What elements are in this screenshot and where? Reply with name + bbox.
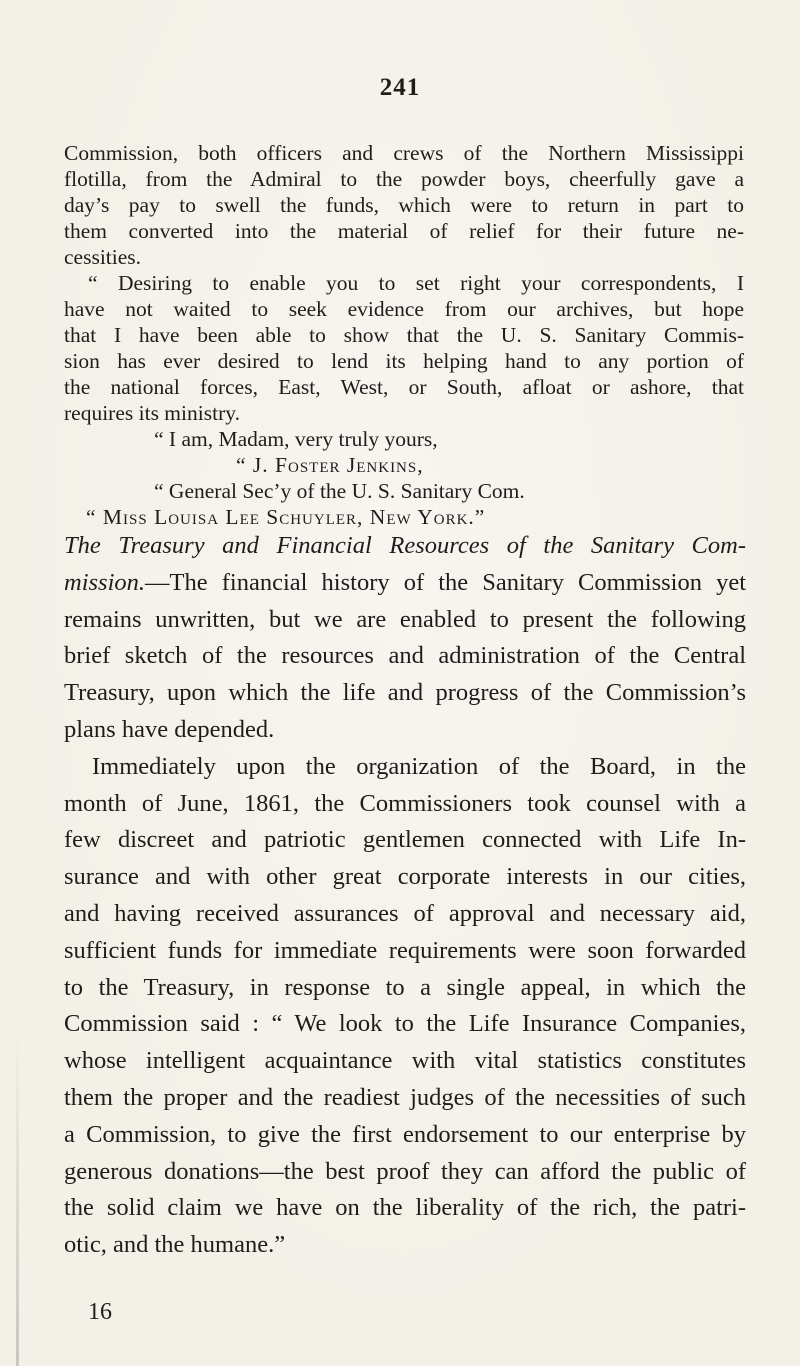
text-line: flotilla, from the Admiral to the powder boys, cheerfully gave a <box>64 167 744 191</box>
paragraph-start: —The financial history of the Sanitary Commission yet <box>145 568 746 596</box>
text-line: the solid claim we have on the liberality of the rich, the patri- <box>64 1194 746 1222</box>
letter-signer-title: “ General Sec’y of the U. S. Sanitary Com. <box>154 479 525 503</box>
text-line: surance and with other great corporate interests in our cities, <box>64 863 746 891</box>
text-line: them converted into the material of relief for their future ne- <box>64 219 744 243</box>
text-line: whose intelligent acquaintance with vital statistics constitutes <box>64 1047 746 1075</box>
text-line: to the Treasury, in response to a single appeal, in which the <box>64 973 746 1001</box>
letter-signer: “ J. Foster Jenkins, <box>236 453 424 477</box>
text-line: brief sketch of the resources and administration of the Central <box>64 642 746 670</box>
page-number: 241 <box>379 74 421 101</box>
letter-body <box>64 140 744 530</box>
text-line: sion has ever desired to lend its helping hand to any portion of <box>64 349 744 373</box>
text-line: month of June, 1861, the Commissioners took counsel with a <box>64 789 746 817</box>
text-line: few discreet and patriotic gentlemen connected with Life In- <box>64 826 746 854</box>
text-line: a Commission, to give the first endorsement to our enterprise by <box>64 1120 746 1148</box>
text-line: that I have been able to show that the U. S. Sanitary Commis- <box>64 323 744 347</box>
text-line: sufficient funds for immediate requirements were soon forwarded <box>64 936 746 964</box>
page-edge-shadow <box>16 1030 19 1366</box>
text-line: remains unwritten, but we are enabled to present the following <box>64 605 746 633</box>
text-line: the national forces, East, West, or South, afloat or ashore, that <box>64 375 744 399</box>
text-line: Commission said : “ We look to the Life Insurance Companies, <box>64 1010 746 1038</box>
text-line: generous donations—the best proof they can afford the public of <box>64 1157 746 1185</box>
text-line: requires its ministry. <box>64 401 240 425</box>
text-line: have not waited to seek evidence from our archives, but hope <box>64 297 744 321</box>
text-line: day’s pay to swell the funds, which were to return in part to <box>64 193 744 217</box>
section-heading: The Treasury and Financial Resources of the Sanitary Com- <box>64 532 746 559</box>
signature-mark: 16 <box>88 1299 112 1325</box>
text-line: Treasury, upon which the life and progress of the Commission’s <box>64 679 746 707</box>
text-line: them the proper and the readiest judges of the necessities of such <box>64 1083 746 1111</box>
text-line <box>64 565 746 602</box>
letter-addressee: “ Miss Louisa Lee Schuyler, New York.” <box>86 505 486 529</box>
text-line: “ Desiring to enable you to set right your correspondents, I <box>88 271 744 295</box>
text-line: plans have depended. <box>64 715 275 743</box>
text-line: and having received assurances of approval and necessary aid, <box>64 899 746 927</box>
text-line: cessities. <box>64 245 142 269</box>
text-line: otic, and the humane.” <box>64 1231 286 1259</box>
text-line: Immediately upon the organization of the Board, in the <box>92 752 746 780</box>
text-line: Commission, both officers and crews of the Northern Mississippi <box>64 141 744 165</box>
section-heading-end: mission. <box>64 568 146 596</box>
letter-closing: “ I am, Madam, very truly yours, <box>154 427 438 451</box>
section-heading-line <box>64 528 746 565</box>
section-body <box>64 528 746 1264</box>
